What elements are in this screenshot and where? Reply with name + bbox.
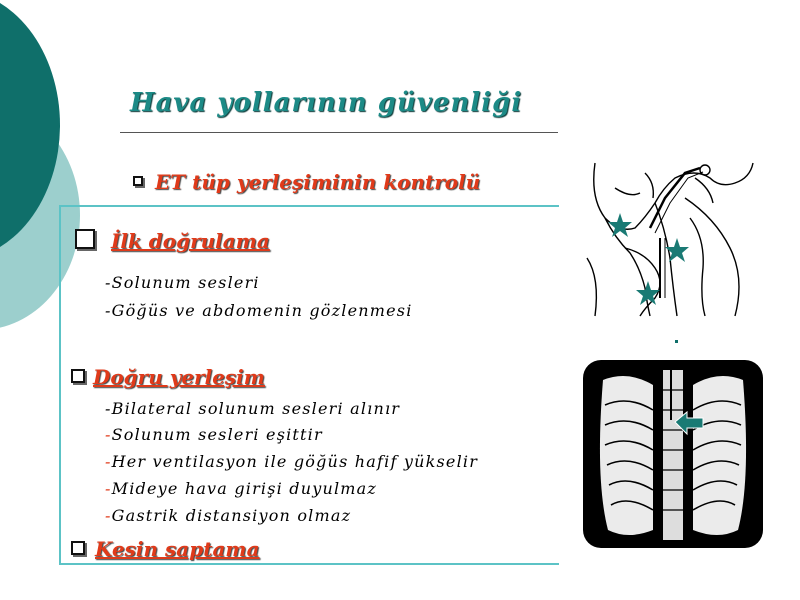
star-icon — [608, 213, 632, 237]
list-item-text: Bilateral solunum sesleri alınır — [111, 399, 401, 418]
checkbox-bullet-icon — [71, 369, 85, 383]
list-item — [105, 452, 478, 471]
title-divider — [120, 132, 558, 133]
top-bullet-text: ET tüp yerleşiminin kontrolü — [155, 170, 481, 194]
list-item-text: Her ventilasyon ile göğüs hafif yükselir — [111, 452, 479, 471]
star-icon — [636, 281, 660, 305]
slide-title: Hava yollarının güvenliği — [130, 88, 523, 118]
list-dash: - — [105, 452, 112, 471]
section-heading-text: Kesin saptama — [95, 537, 260, 561]
intubation-illustration — [585, 158, 755, 318]
top-bullet — [133, 170, 480, 194]
section-heading-text: Doğru yerleşim — [93, 365, 265, 389]
list-dash: - — [105, 506, 112, 525]
list-dash: - — [105, 479, 112, 498]
list-dash: - — [105, 425, 112, 444]
checkbox-bullet-icon — [75, 229, 95, 249]
list-item-text: Solunum sesleri — [111, 273, 260, 292]
chest-xray — [583, 360, 763, 548]
decorative-dot — [675, 340, 678, 343]
section-heading-ilk-dogrulama — [75, 229, 270, 253]
list-item-text: Gastrik distansiyon olmaz — [111, 506, 352, 525]
checkbox-bullet-icon — [133, 176, 143, 186]
list-item-text: Mideye hava girişi duyulmaz — [111, 479, 378, 498]
section-heading-kesin-saptama — [71, 537, 260, 561]
list-dash: - — [105, 273, 112, 292]
list-item-text: Solunum sesleri eşittir — [111, 425, 323, 444]
star-icon — [665, 238, 689, 262]
list-item — [105, 479, 377, 498]
list-item — [105, 425, 323, 444]
content-panel — [59, 205, 559, 565]
list-item — [105, 301, 413, 320]
list-dash: - — [105, 301, 112, 320]
list-dash: - — [105, 399, 112, 418]
checkbox-bullet-icon — [71, 541, 85, 555]
section-heading-dogru-yerlesim — [71, 365, 265, 389]
list-item — [105, 399, 400, 418]
section-heading-text: İlk doğrulama — [111, 229, 270, 253]
list-item-text: Göğüs ve abdomenin gözlenmesi — [111, 301, 413, 320]
list-item — [105, 506, 351, 525]
list-item — [105, 273, 260, 292]
